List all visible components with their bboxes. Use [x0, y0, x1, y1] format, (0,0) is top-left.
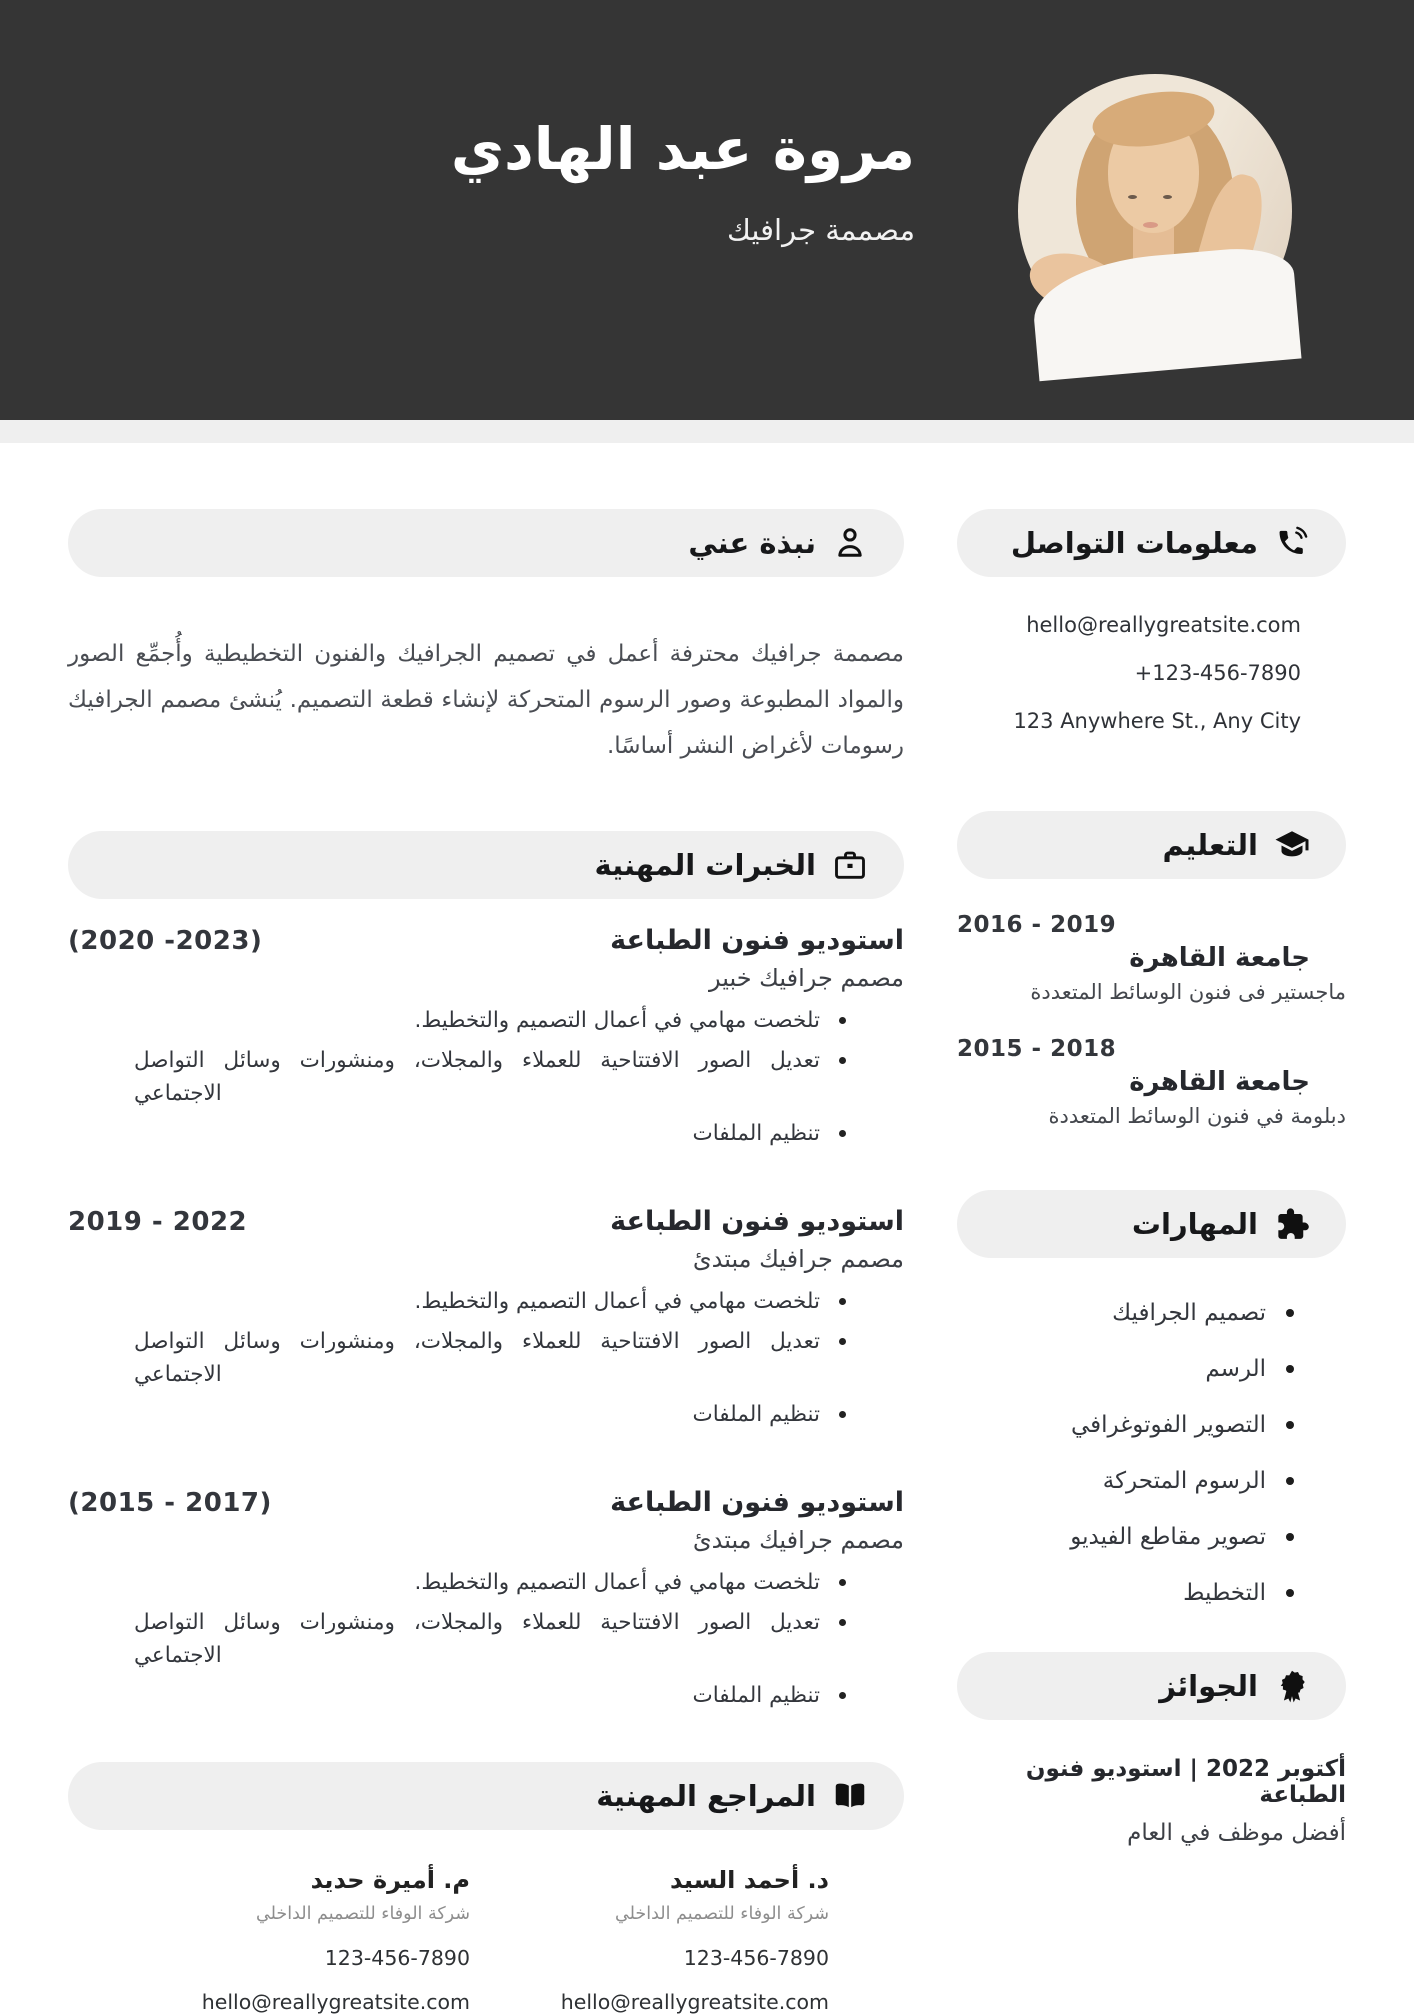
education-years: 2015 - 2018	[957, 1036, 1117, 1062]
header-banner	[0, 0, 1414, 420]
job-header	[68, 1487, 904, 1518]
education-years: 2016 - 2019	[957, 912, 1117, 938]
references-section-header	[68, 1762, 904, 1830]
contact-section-header	[957, 509, 1346, 577]
job-header	[68, 1206, 904, 1237]
experience-section-header	[68, 831, 904, 899]
job-bullets	[134, 1285, 904, 1431]
education-items	[957, 912, 1346, 1128]
job-role: مصمم جرافيك مبتدئ	[692, 1245, 904, 1273]
skills-list	[957, 1298, 1346, 1608]
reference-card	[486, 1866, 904, 2014]
references-section-title: المراجع المهنية	[596, 1779, 816, 1813]
job-dates: (2020 -2023)	[68, 926, 263, 956]
content-area	[0, 443, 1414, 2014]
experience-job	[68, 1206, 904, 1431]
education-degree: دبلومة في فنون الوسائط المتعددة	[1048, 1104, 1346, 1128]
main-column	[68, 509, 904, 2014]
photo-eye-shape	[1128, 195, 1137, 199]
reference-card	[68, 1866, 486, 2014]
education-section-header	[957, 811, 1346, 879]
briefcase-icon	[832, 847, 868, 883]
contact-item: 123 Anywhere St., Any City	[1013, 709, 1301, 733]
contact-items	[957, 613, 1346, 733]
reference-phone: 123-456-7890	[324, 1946, 470, 1970]
job-dates: 2019 - 2022	[68, 1207, 248, 1237]
job-bullet: تنظيم الملفات	[134, 1398, 820, 1431]
experience-section	[68, 831, 904, 1712]
reference-name: د. أحمد السيد	[670, 1866, 829, 1894]
job-bullet: تلخصت مهامي في أعمال التصميم والتخطيط.	[134, 1566, 820, 1599]
rosette-icon	[1274, 1668, 1310, 1704]
awards-section-header	[957, 1652, 1346, 1720]
job-bullet: تعديل الصور الافتتاحية للعملاء والمجلات، ومنشورات وسائل التواصل الاجتماعي	[134, 1044, 820, 1110]
contact-item: +123-456-7890	[1134, 661, 1301, 685]
reference-email: hello@reallygreatsite.com	[201, 1990, 470, 2014]
sidebar-column	[957, 509, 1346, 2014]
education-section	[957, 811, 1346, 1128]
about-text: مصممة جرافيك محترفة أعمل في تصميم الجرافيك والفنون التخطيطية وأُجمِّع الصور والمواد المطبوعة وصور الرسوم المتحركة لإنشاء قطعة التصميم. يُنشئ مصمم الجرافيك رسومات لأغراض النشر أساسًا.	[68, 641, 904, 759]
skill-item: التصوير الفوتوغرافي	[957, 1410, 1266, 1440]
reference-company: شركة الوفاء للتصميم الداخلي	[256, 1904, 470, 1924]
job-bullet: تلخصت مهامي في أعمال التصميم والتخطيط.	[134, 1004, 820, 1037]
experience-job	[68, 1487, 904, 1712]
job-bullet: تعديل الصور الافتتاحية للعملاء والمجلات، ومنشورات وسائل التواصل الاجتماعي	[134, 1606, 820, 1672]
award-entry	[957, 1756, 1346, 1846]
award-description: أفضل موظف في العام	[1127, 1820, 1346, 1846]
job-header	[68, 925, 904, 956]
education-school: جامعة القاهرة	[1129, 943, 1310, 973]
puzzle-icon	[1274, 1206, 1310, 1242]
about-section-header	[68, 509, 904, 577]
person-job-title: مصممة جرافيك	[726, 212, 915, 247]
education-section-title: التعليم	[1162, 828, 1258, 862]
references-section	[68, 1762, 904, 2014]
job-bullets	[134, 1004, 904, 1150]
experience-jobs	[68, 925, 904, 1712]
skills-section	[957, 1190, 1346, 1608]
awards-section	[957, 1652, 1346, 1846]
experience-job	[68, 925, 904, 1150]
reference-phone: 123-456-7890	[683, 1946, 829, 1970]
contact-item: hello@reallygreatsite.com	[1026, 613, 1301, 637]
skill-item: الرسم	[957, 1354, 1266, 1384]
job-bullet: تنظيم الملفات	[134, 1679, 820, 1712]
about-section-title: نبذة عني	[688, 526, 816, 560]
skill-item: الرسوم المتحركة	[957, 1466, 1266, 1496]
job-dates: (2015 - 2017)	[68, 1488, 272, 1518]
job-bullet: تلخصت مهامي في أعمال التصميم والتخطيط.	[134, 1285, 820, 1318]
references-list	[68, 1866, 904, 2014]
education-item	[957, 912, 1346, 1004]
education-school: جامعة القاهرة	[1129, 1067, 1310, 1097]
graduation-cap-icon	[1274, 827, 1310, 863]
contact-section	[957, 509, 1346, 733]
skill-item: تصوير مقاطع الفيديو	[957, 1522, 1266, 1552]
skill-item: التخطيط	[957, 1578, 1266, 1608]
skill-item: تصميم الجرافيك	[957, 1298, 1266, 1328]
job-company: استوديو فنون الطباعة	[610, 1487, 904, 1518]
job-company: استوديو فنون الطباعة	[610, 925, 904, 956]
job-bullet: تنظيم الملفات	[134, 1117, 820, 1150]
job-role: مصمم جرافيك خبير	[708, 964, 904, 992]
name-block	[451, 116, 915, 247]
person-icon	[832, 525, 868, 561]
award-title: أكتوبر 2022 | استوديو فنون الطباعة	[1025, 1756, 1346, 1808]
skills-section-header	[957, 1190, 1346, 1258]
experience-section-title: الخبرات المهنية	[594, 848, 816, 882]
phone-icon	[1274, 525, 1310, 561]
photo-eye-shape	[1163, 195, 1172, 199]
person-name: مروة عبد الهادي	[450, 115, 915, 183]
education-degree: ماجستير فى فنون الوسائط المتعددة	[1030, 980, 1346, 1004]
about-section	[68, 509, 904, 769]
reference-email: hello@reallygreatsite.com	[560, 1990, 829, 2014]
photo-lips-shape	[1143, 222, 1158, 228]
job-role: مصمم جرافيك مبتدئ	[692, 1526, 904, 1554]
job-bullets	[134, 1566, 904, 1712]
skills-section-title: المهارات	[1131, 1207, 1258, 1241]
profile-photo	[1018, 74, 1292, 348]
reference-company: شركة الوفاء للتصميم الداخلي	[615, 1904, 829, 1924]
book-icon	[832, 1778, 868, 1814]
education-item	[957, 1036, 1346, 1128]
divider-band	[0, 420, 1414, 443]
contact-section-title: معلومات التواصل	[1010, 526, 1258, 560]
awards-section-title: الجوائز	[1159, 1669, 1258, 1703]
reference-name: م. أميرة حديد	[310, 1866, 470, 1894]
job-bullet: تعديل الصور الافتتاحية للعملاء والمجلات، ومنشورات وسائل التواصل الاجتماعي	[134, 1325, 820, 1391]
job-company: استوديو فنون الطباعة	[610, 1206, 904, 1237]
